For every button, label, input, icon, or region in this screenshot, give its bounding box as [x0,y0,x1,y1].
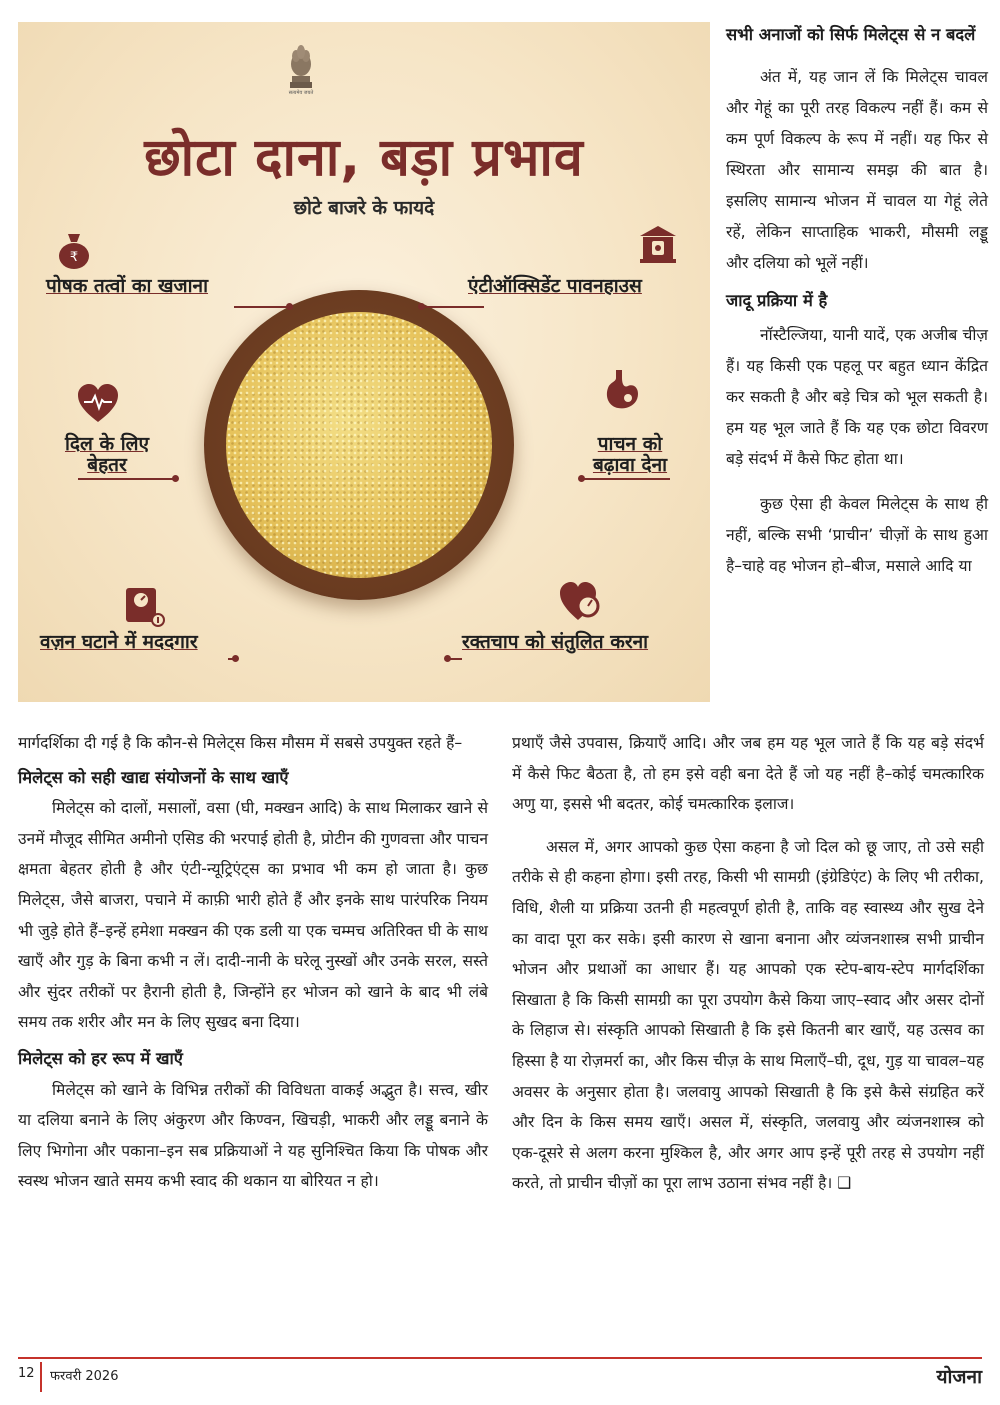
right-column [726,22,988,582]
paragraph-customs: प्रथाएँ जैसे उपवास, क्रियाएँ आदि। और जब हम यह भूल जाते हैं कि यह बड़े संदर्भ में कैसे फिट बैठता है, तो हम इसे वही बना देते हैं जो यह नहीं है–कोई चमत्कारिक अणु या, इससे भी बदतर, कोई चमत्कारिक इलाज। [512,734,984,814]
heading-magic-in-process: जादू प्रक्रिया में है [726,291,828,310]
state-emblem-icon [286,42,316,90]
benefit-weight: वज़न घटाने में मददगार [40,631,198,653]
page-number: 12 [18,1366,35,1381]
benefit-blood-pressure: रक्तचाप को संतुलित करना [462,631,649,653]
heading-food-combinations: मिलेट्स को सही खाद्य संयोजनों के साथ खाएँ [18,767,289,787]
infographic-subtitle: छोटे बाजरे के फायदे [293,197,435,219]
emblem-caption: सत्यमेव जयते [288,90,314,96]
issue-month: फरवरी 2026 [50,1369,119,1384]
heart-pulse-icon [76,382,120,426]
bank-icon [636,222,680,266]
benefit-heart-line1: दिल के लिए [64,433,150,455]
heading-dont-replace-all-grains: सभी अनाजों को सिर्फ मिलेट्स से न बदलें [726,25,976,44]
middle-column [512,728,984,1199]
left-column [18,728,488,1197]
magazine-brand: योजना [936,1366,982,1388]
paragraph-food-combinations: मिलेट्स को दालों, मसालों, वसा (घी, मक्खन आदि) के साथ मिलाकर खाने से उनमें मौजूद सीमित अमीनो एसिड की भरपाई होती है, प्रोटीन की गुणवत्ता और पाचन क्षमता बेहतर होती है और एंटी-न्यूट्रिएंट्स का प्रभाव भी कम हो जाता है। कुछ मिलेट्स, जैसे बाजरा, पचाने में काफ़ी भारी होते हैं और इनके साथ पारंपरिक नियम भी जुड़े होते हैं–इन्हें हमेशा मक्खन की एक डली या एक चम्मच अतिरिक्त घी के साथ खाएँ और गुड़ के बिना कभी न लें। दादी-नानी के घरेलू नुस्खों और उनके सरल, सस्ते और सुंदर तरीकों पर हैरानी होती है, जिन्होंने हर भोजन को खाने के बाद भी लंबे समय तक शरीर और मन के लिए सुखद बना दिया। [18,799,488,1032]
paragraph-cooking-science: असल में, अगर आपको कुछ ऐसा कहना है जो दिल को छू जाए, तो उसे सही तरीके से ही कहना होगा। इसी तरह, किसी भी सामग्री (इंग्रेडिएंट) के लिए भी तरीका, विधि, शैली या प्रक्रिया उतनी ही महत्वपूर्ण होती है, ताकि वह स्वास्थ्य और सुख देने का वादा पूरा कर सके। इसी कारण से खाना बनाना और व्यंजनशास्त्र सभी प्राचीन भोजन और प्रथाओं का आधार हैं। यह आपको एक स्टेप-बाय-स्टेप मार्गदर्शिका सिखाता है कि किसी सामग्री का पूरा उपयोग कैसे किया जाए–स्वाद और असर दोनों के लिहाज से। संस्कृति आपको सिखाती है कि इसे कितनी बार खाएँ, यह उत्सव का हिस्सा है या रोज़मर्रा का, और किस चीज़ के साथ मिलाएँ–घी, दूध, गुड़ या चावल–यह अवसर के अनुसार होता है। जलवायु आपको सिखाती है कि इसे कैसे संग्रहित करें और दिन के किस समय खाएँ। असल में, संस्कृति, जलवायु और व्यंजनशास्त्र को एक-दूसरे से अलग करना मुश्किल है, और अगर आप इन्हें पूरी तरह से उपयोग नहीं करते, तो प्राचीन चीज़ों का पूरा लाभ उठाना संभव नहीं है। ❑ [512,837,984,1193]
infographic-title: छोटा दाना, बड़ा प्रभाव [144,128,584,188]
footer-rule [18,1357,982,1359]
paragraph-nostalgia: नॉस्टैल्जिया, यानी यादें, एक अजीब चीज़ हैं। यह किसी एक पहलू पर बहुत ध्यान केंद्रित कर सकती है और बड़े चित्र को भूल सकती है। हम यह भूल जाते हैं कि यह एक छोटा विवरण बड़े संदर्भ में कैसे फिट होता था। [726,326,988,468]
benefit-nutrients: पोषक तत्वों का खजाना [46,275,209,297]
paragraph-seasonal-guide: मार्गदर्शिका दी गई है कि कौन-से मिलेट्स किस मौसम में सबसे उपयुक्त रहते हैं– [18,734,463,752]
benefit-heart [52,434,162,476]
stomach-icon [598,368,642,412]
paragraph-every-form: मिलेट्स को खाने के विभिन्न तरीकों की विविधता वाकई अद्भुत है। सत्त्व, खीर या दलिया बनाने के लिए अंकुरण और किण्वन, खिचड़ी, भाकरी और लड्डू बनाने के लिए भिगोना और पकाना–इन सब प्रक्रियाओं ने यह सुनिश्चित किया कि पोषक और स्वस्थ भोजन खाते समय कभी स्वाद की थकान या बोरियत न हो। [18,1080,488,1191]
millet-infographic [18,22,710,702]
svg-text:₹: ₹ [69,250,79,265]
benefit-antioxidant: एंटीऑक्सिडेंट पावनहाउस [468,275,642,297]
benefit-digestion-line1: पाचन को [597,433,663,455]
benefit-digestion-line2: बढ़ावा देना [592,454,668,476]
paragraph-ancient-things: कुछ ऐसा ही केवल मिलेट्स के साथ ही नहीं, बल्कि सभी ‘प्राचीन’ चीज़ों के साथ हुआ है–चाहे वह भोजन हो–बीज, मसाले आदि या [726,495,988,575]
heading-every-form: मिलेट्स को हर रूप में खाएँ [18,1048,183,1068]
benefit-heart-line2: बेहतर [87,454,127,476]
money-bag-icon [52,228,96,272]
heart-gauge-icon [558,580,602,624]
paragraph-alternatives: अंत में, यह जान लें कि मिलेट्स चावल और गेहूं का पूरी तरह विकल्प नहीं हैं। कम से कम पूर्ण विकल्प के रूप में नहीं। यह फिर से स्थिरता और सामान्य समझ की बात है। इसलिए सामान्य भोजन में चावल या गेहूं लेते रहें, लेकिन साप्ताहिक भाकरी, मौसमी लड्डू और दलिया को भूलें नहीं। [726,68,988,272]
millet-bowl-image [204,290,514,600]
weighing-scale-icon [122,584,166,628]
benefit-digestion [580,434,680,476]
footer-divider [40,1362,42,1392]
